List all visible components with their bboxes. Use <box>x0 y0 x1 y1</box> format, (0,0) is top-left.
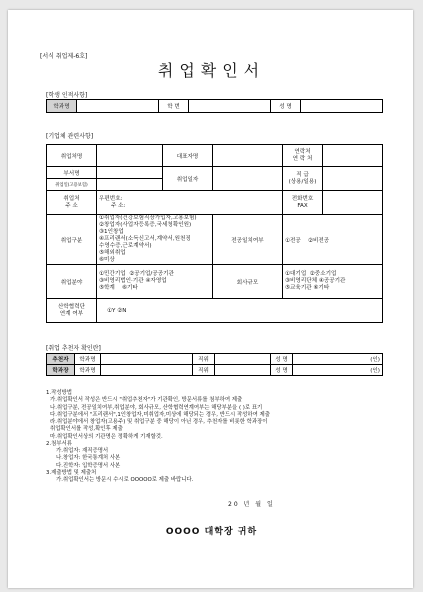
instruction-line: 마.취업확인서상의 기관명은 정확하게 기재할것. <box>50 433 163 440</box>
company-name-label: 취업처명 <box>47 145 97 167</box>
instruction-line: 가.취업확인서는 방문시 수시로 OOOOO로 제출 바랍니다. <box>56 477 194 483</box>
student-name-field[interactable] <box>301 100 383 113</box>
instruction-line: 1.작성방법 <box>46 390 72 396</box>
instructions <box>46 390 270 484</box>
company-name-field[interactable] <box>97 145 163 167</box>
company-table <box>46 144 383 323</box>
recommender-dept-label: 학과명 <box>75 354 101 365</box>
address-label: 취업처 주 소 <box>47 191 97 215</box>
dept-label: 부서명 <box>47 167 97 179</box>
position-field[interactable] <box>323 167 383 191</box>
field-options[interactable]: ①민간기업 ②공기업/공공기관 ③비영리법인·기관 ④자영업 ⑤학계 ⑥기타 <box>97 265 213 299</box>
recommender-dept-field[interactable] <box>101 354 193 365</box>
head-dept-label: 학과명 <box>75 365 101 376</box>
field-label: 취업분야 <box>47 265 97 299</box>
form-number: [서식 취업제-6호] <box>40 53 88 60</box>
head-pos-field[interactable] <box>215 365 271 376</box>
instruction-line: 나.창업자: 한국통계처 사본 <box>56 455 121 462</box>
recommender-table <box>46 353 383 376</box>
student-section-heading: [학생 인적사항] <box>46 92 88 99</box>
instruction-line: 다.취업구분에서 "프리랜서",1인창업자,미취업자,미상에 해당되는 경우, 반드시 작성하여 제출 <box>50 411 270 418</box>
student-id-label: 학 번 <box>159 100 189 113</box>
recommender-seal[interactable]: (인) <box>293 354 383 365</box>
position-label: 직 급 (상용/일용) <box>283 167 323 191</box>
document-title: 취업확인서 <box>157 61 266 80</box>
head-pos-label: 직위 <box>193 365 215 376</box>
phone-label: 연락처 연 락 처 <box>283 145 323 167</box>
start-date-field[interactable] <box>213 167 283 191</box>
size-options[interactable]: ①대기업 ②중소기업 ③비영리단체 ④공공기관 ⑤교육기관 ⑥기타 <box>283 265 383 299</box>
phone-field[interactable] <box>323 145 383 167</box>
company-section-heading: [기업체 관련사항] <box>46 133 94 140</box>
date-line: 20 년 월 일 <box>228 501 275 508</box>
recommender-pos-field[interactable] <box>215 354 271 365</box>
tel-fax-field[interactable] <box>323 191 383 215</box>
student-id-field[interactable] <box>189 100 271 113</box>
category-options[interactable]: ①취업자(건강보험직장가입자,고용보험) ②창업자(사업자등록증,국세청확인원) ③1인창업 ④프리랜서(소득신고서,계약서,원천징 수영수증,근로계약서) ⑤해외취업 ⑥미상 <box>97 215 213 265</box>
head-name-label: 성 명 <box>271 365 293 376</box>
student-name-label: 성 명 <box>271 100 301 113</box>
dept-field[interactable] <box>97 167 163 179</box>
category-label: 취업구분 <box>47 215 97 265</box>
start-date-label: 취업일자 <box>163 167 213 191</box>
instruction-line: 가.취업자: 재직증명서 <box>56 448 109 454</box>
student-dept-label: 학과명 <box>47 100 77 113</box>
size-label: 회사규모 <box>213 265 283 299</box>
industry-link-label: 산학협력단 연계 여부 <box>47 299 97 323</box>
recommender-pos-label: 직위 <box>193 354 215 365</box>
ceo-field[interactable] <box>213 145 283 167</box>
instruction-line: 라.취업분야에서 창업자(고용주) 및 취업구분 중 해당이 아닌 경우, 추천자를 비롯한 학과장이 <box>50 419 268 425</box>
instruction-line: 3.제출방법 및 제출처 <box>46 469 97 476</box>
industry-link-options[interactable]: ①Y ②N <box>97 299 383 323</box>
insurance-date-field[interactable] <box>97 179 163 191</box>
instruction-line: 나.취업구분, 전공일치여부,취업분야, 회사규모, 산학협력연계여부는 해당부분을 ( )로 표기 <box>50 404 263 411</box>
insurance-date-label: 취업일(고용보험) <box>47 179 97 191</box>
student-table <box>46 99 383 113</box>
student-dept-field[interactable] <box>77 100 159 113</box>
recommender-name-label: 성 명 <box>271 354 293 365</box>
recipient-line: OOOO 대학장 귀하 <box>165 527 258 537</box>
instruction-line: 다.진학자: 입학증명서 사본 <box>56 462 121 469</box>
major-match-label: 전공일치여부 <box>213 215 283 265</box>
recommender-section-heading: [취업 추천자 확인란] <box>46 345 101 352</box>
head-dept-field[interactable] <box>101 365 193 376</box>
ceo-label: 대표자명 <box>163 145 213 167</box>
head-role: 학과장 <box>47 365 75 376</box>
recommender-role: 추천자 <box>47 354 75 365</box>
major-match-options[interactable]: ①전공 ②비전공 <box>283 215 383 265</box>
head-seal[interactable]: (인) <box>293 365 383 376</box>
tel-fax-label: 전화번호 FAX <box>283 191 323 215</box>
instruction-line: 가.취업확인서 작성은 반드시 "취업추천자"가 기관확인, 방문서류를 첨부하여 제출 <box>50 397 243 404</box>
address-field[interactable]: 우편번호: 주 소: <box>97 191 283 215</box>
instruction-line: 취업확인서를 작성,확인후 제출 <box>50 426 123 433</box>
instruction-line: 2.첨부서류 <box>46 440 72 447</box>
